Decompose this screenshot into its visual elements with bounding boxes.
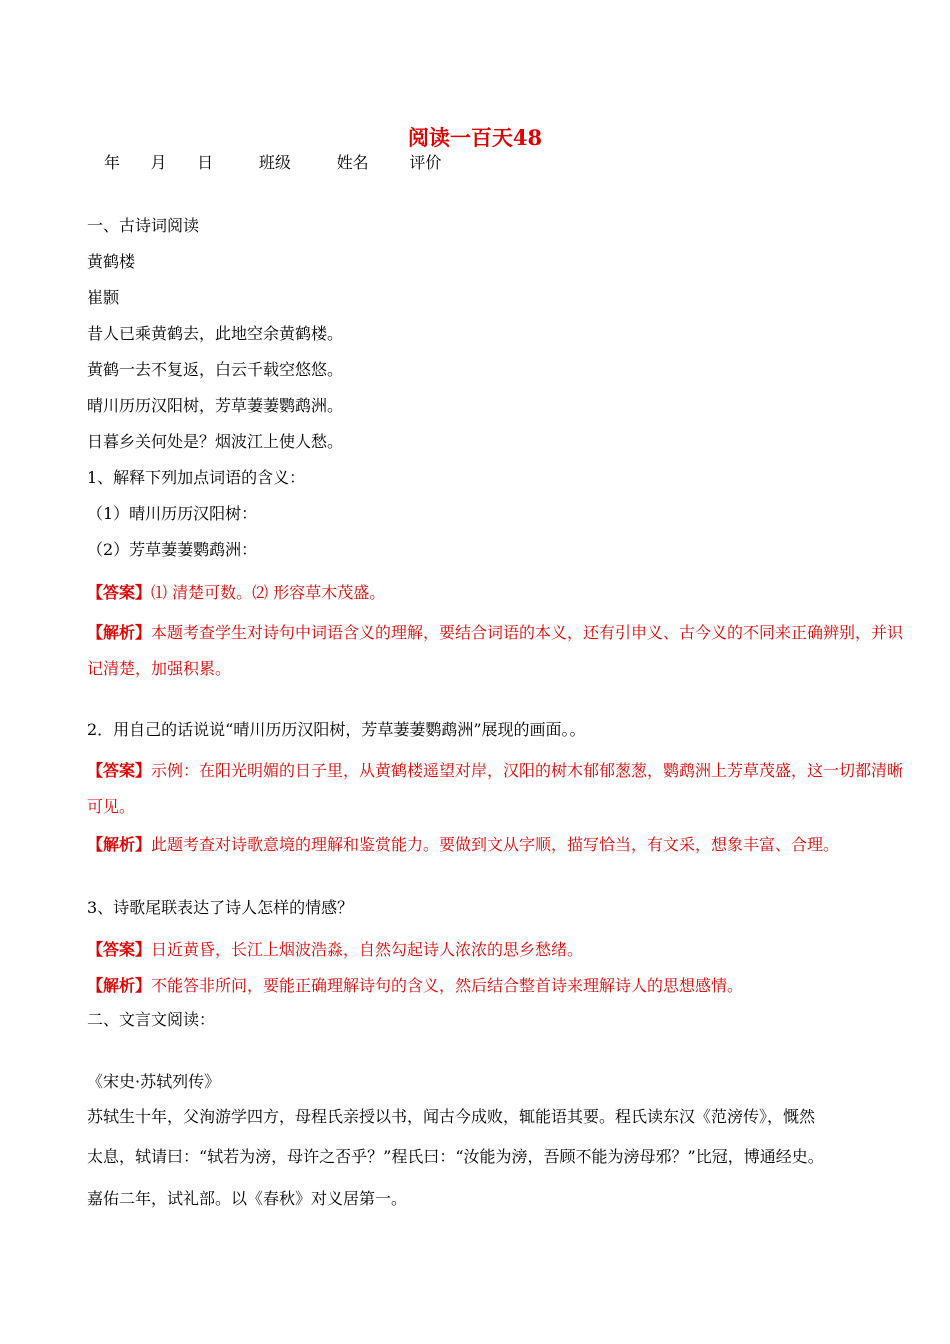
- question-1: 1、解释下列加点词语的含义：: [87, 468, 306, 487]
- header-fields: [104, 150, 441, 173]
- question-item: （1）晴川历历汉阳树：: [87, 504, 258, 523]
- poem-author: 崔颢: [87, 288, 120, 307]
- poem-line: 晴川历历汉阳树，芳草萋萋鹦鹉洲。: [87, 396, 344, 415]
- poem-line: 日暮乡关何处是？烟波江上使人愁。: [87, 432, 344, 451]
- poem-line: 昔人已乘黄鹤去，此地空余黄鹤楼。: [87, 324, 344, 343]
- question-item: （2）芳草萋萋鹦鹉洲：: [87, 540, 258, 559]
- answer-text: 示例：在阳光明媚的日子里，从黄鹤楼遥望对岸，汉阳的树木郁郁葱葱，鹦鹉洲上芳草茂盛，这一切都清晰: [151, 761, 904, 780]
- analysis-label: 【解析】: [87, 976, 152, 995]
- question-2: 2．用自己的话说说“晴川历历汉阳树，芳草萋萋鹦鹉洲”展现的画面。。: [87, 720, 586, 739]
- poem-line: 黄鹤一去不复返，白云千载空悠悠。: [87, 360, 344, 379]
- analysis-label: 【解析】: [87, 623, 152, 642]
- section-heading: 一、古诗词阅读: [87, 216, 200, 235]
- answer-3: [87, 937, 583, 960]
- month-label: 月: [150, 153, 167, 172]
- answer-2: [87, 758, 903, 781]
- page-title: 阅读一百天48: [407, 125, 543, 150]
- passage-line: 苏轼生十年，父洵游学四方，母程氏亲授以书，闻古今成败，辄能语其要。程氏读东汉《范滂传》，慨然: [87, 1107, 816, 1126]
- passage-line: 太息，轼请曰：“轼若为滂，母许之否乎？”程氏曰：“汝能为滂，吾顾不能为滂母邪？”比冠，博通经史。: [87, 1147, 824, 1166]
- answer-label: 【答案】: [87, 761, 152, 780]
- poem-title: 黄鹤楼: [87, 252, 136, 271]
- analysis-text: 不能答非所问，要能正确理解诗句的含义，然后结合整首诗来理解诗人的思想感情。: [151, 976, 744, 995]
- name-label: 姓名: [336, 153, 369, 172]
- year-label: 年: [104, 153, 121, 172]
- analysis-1: [87, 620, 903, 643]
- answer-text: ⑴ 清楚可数。⑵ 形容草木茂盛。: [151, 583, 386, 602]
- answer-1: [87, 580, 385, 603]
- answer-label: 【答案】: [87, 940, 152, 959]
- analysis-text: 此题考查对诗歌意境的理解和鉴赏能力。要做到文从字顺，描写恰当，有文采，想象丰富、合理。: [151, 835, 840, 854]
- analysis-2: [87, 832, 839, 855]
- class-label: 班级: [258, 153, 291, 172]
- answer-label: 【答案】: [87, 583, 152, 602]
- text-source: 《宋史·苏轼列传》: [87, 1072, 221, 1091]
- section-heading: 二、文言文阅读：: [87, 1010, 216, 1029]
- analysis-3: [87, 973, 743, 996]
- analysis-1-cont: 记清楚，加强积累。: [87, 659, 232, 678]
- analysis-text: 本题考查学生对诗句中词语含义的理解，要结合词语的本义，还有引申义、古今义的不同来正确辨别，并识: [151, 623, 904, 642]
- passage-line: 嘉佑二年，试礼部。以《春秋》对义居第一。: [87, 1189, 408, 1208]
- answer-text: 日近黄昏，长江上烟波浩淼，自然勾起诗人浓浓的思乡愁绪。: [151, 940, 584, 959]
- question-3: 3、诗歌尾联表达了诗人怎样的情感？: [87, 898, 354, 917]
- day-label: 日: [197, 153, 214, 172]
- analysis-label: 【解析】: [87, 835, 152, 854]
- grade-label: 评价: [409, 153, 442, 172]
- answer-2-cont: 可见。: [87, 797, 136, 816]
